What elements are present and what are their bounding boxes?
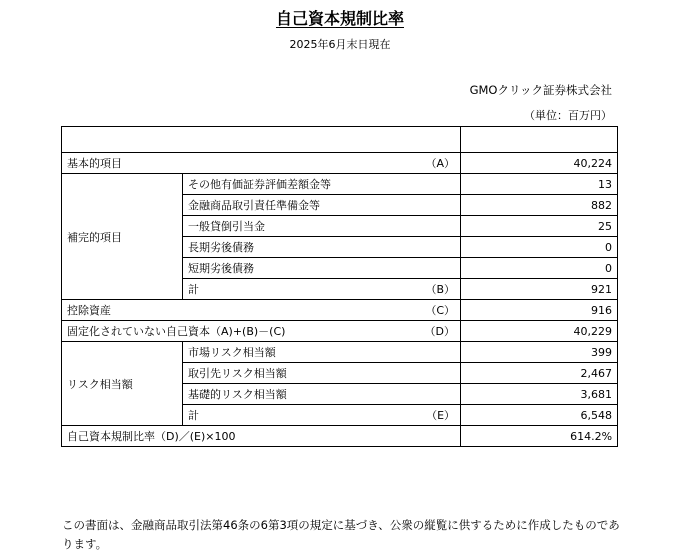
ratio-label: 自己資本規制比率（D)／(E)×100 — [62, 426, 461, 447]
page-title: 自己資本規制比率 — [275, 9, 404, 28]
basic-label: 基本的項目 — [62, 153, 183, 174]
supp-item-value: 25 — [461, 216, 618, 237]
company-name: GMOクリック証券株式会社 — [469, 83, 612, 97]
deduction-spacer — [183, 300, 363, 321]
supp-item-label: その他有価証券評価差額金等 — [183, 174, 461, 195]
supp-item-label: 長期劣後債務 — [183, 237, 461, 258]
supp-item-label: 金融商品取引責任準備金等 — [183, 195, 461, 216]
basic-value: 40,224 — [461, 153, 618, 174]
table-row-basic — [62, 153, 618, 174]
table-header-row — [62, 127, 618, 153]
table-row-deduction — [62, 300, 618, 321]
risk-item-label: 取引先リスク相当額 — [183, 363, 461, 384]
table-row-unfixed — [62, 321, 618, 342]
supp-item-value: 0 — [461, 237, 618, 258]
risk-total-label: 計 — [183, 405, 363, 426]
supp-item-value: 882 — [461, 195, 618, 216]
supp-total-code: （B） — [363, 279, 461, 300]
supp-total-label: 計 — [183, 279, 363, 300]
table-row-risk-1 — [62, 342, 618, 363]
header-value-cell — [461, 127, 618, 153]
header-blank-cell — [62, 127, 461, 153]
risk-item-value: 399 — [461, 342, 618, 363]
capital-ratio-table — [61, 126, 618, 447]
deduction-label: 控除資産 — [62, 300, 183, 321]
risk-item-label: 市場リスク相当額 — [183, 342, 461, 363]
risk-item-label: 基礎的リスク相当額 — [183, 384, 461, 405]
footnote: この書面は、金融商品取引法第46条の6第3項の規定に基づき、公衆の縦覧に供するために作成したものであります。 — [62, 518, 620, 551]
supp-total-value: 921 — [461, 279, 618, 300]
table-row-ratio — [62, 426, 618, 447]
unit-label: （単位：百万円） — [524, 109, 612, 122]
ratio-value: 614.2% — [461, 426, 618, 447]
supp-item-label: 短期劣後債務 — [183, 258, 461, 279]
basic-spacer — [183, 153, 363, 174]
risk-label: リスク相当額 — [62, 342, 183, 426]
unfixed-value: 40,229 — [461, 321, 618, 342]
basic-code: （A） — [363, 153, 461, 174]
deduction-value: 916 — [461, 300, 618, 321]
supplementary-label: 補完的項目 — [62, 174, 183, 300]
risk-total-code: （E） — [363, 405, 461, 426]
deduction-code: （C） — [363, 300, 461, 321]
table-row-supp-1 — [62, 174, 618, 195]
as-of-date: 2025年6月末日現在 — [289, 38, 391, 51]
risk-item-value: 2,467 — [461, 363, 618, 384]
risk-total-value: 6,548 — [461, 405, 618, 426]
unfixed-code: （D） — [363, 321, 461, 342]
supp-item-value: 0 — [461, 258, 618, 279]
unfixed-label: 固定化されていない自己資本（A)+(B)－(C) — [62, 321, 363, 342]
supp-item-label: 一般貸倒引当金 — [183, 216, 461, 237]
risk-item-value: 3,681 — [461, 384, 618, 405]
supp-item-value: 13 — [461, 174, 618, 195]
